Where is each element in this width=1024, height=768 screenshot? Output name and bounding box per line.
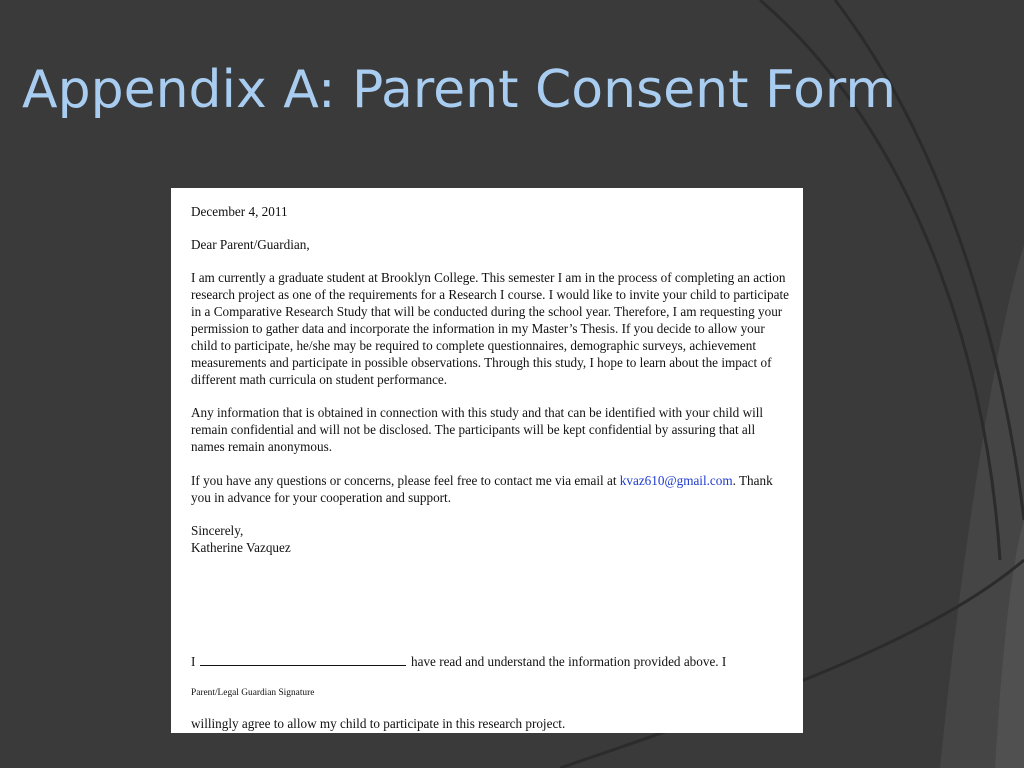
slide-title: Appendix A: Parent Consent Form [22, 60, 897, 120]
signature-line [200, 653, 406, 666]
letter-closing: Sincerely, [191, 523, 244, 539]
letter-paragraph-intro: I am currently a graduate student at Brooklyn College. This semester I am in the process of completing an action research project as one of the requirements for a Research I course. I would like to invite your child to participate in a Comparative Research Study that will be conducted during the school year. Therefore, I am requesting your permission to gather data and incorporate the information in my Master’s Thesis. If you decide to allow your child to participate, he/she may be required to complete questionnaires, demographic surveys, achievement measurements and participate in possible observations. Through this study, I hope to learn about the impact of different math curricula on student performance. [191, 270, 789, 387]
consent-prefix: I [191, 654, 196, 670]
letter-salutation: Dear Parent/Guardian, [191, 236, 310, 252]
thanks-text: . Thank you in advance for your cooperation and support. [191, 472, 773, 505]
letter-signer: Katherine Vazquez [191, 539, 291, 555]
consent-text-line1: have read and understand the information provided above. I [411, 654, 727, 670]
contact-text: If you have any questions or concerns, please feel free to contact me via email at [191, 472, 617, 488]
consent-form-document [171, 188, 803, 733]
letter-date: December 4, 2011 [191, 204, 288, 219]
signature-caption: Parent/Legal Guardian Signature [191, 687, 315, 698]
letter-paragraph-confidentiality: Any information that is obtained in connection with this study and that can be identified with your child will remain confidential and will not be disclosed. The participants will be kept confidential by assuring that all names remain anonymous. [191, 405, 764, 455]
email-link[interactable]: kvaz610@gmail.com [619, 472, 733, 488]
consent-statement-line [191, 653, 789, 671]
letter-paragraph-contact [191, 473, 789, 507]
consent-text-line2: willingly agree to allow my child to participate in this research project. [191, 715, 566, 731]
signature-spacing [191, 573, 789, 653]
